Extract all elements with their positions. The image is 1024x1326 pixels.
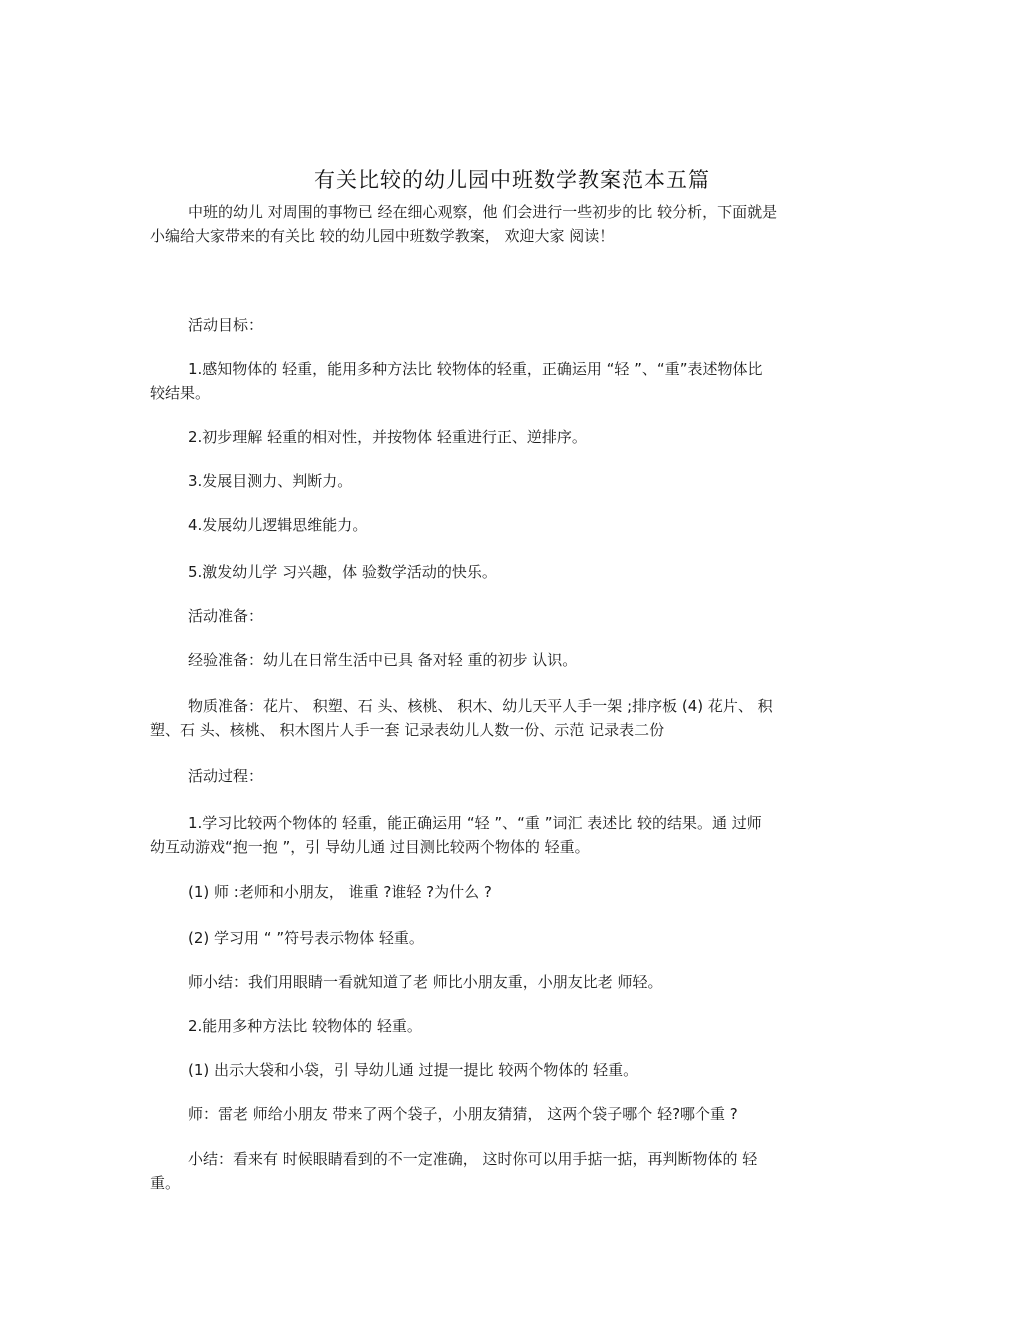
process-2: 2.能用多种方法比 较物体的 轻重。 xyxy=(188,1017,422,1035)
goal-1-paragraph xyxy=(150,357,870,405)
summary-2-line-1: 小结：看来有 时候眼睛看到的不一定准确， 这时你可以用手掂一掂，再判断物体的 轻 xyxy=(188,1150,758,1168)
summary-2-paragraph xyxy=(150,1147,870,1195)
prep-material-paragraph xyxy=(150,694,870,742)
teacher-line: 师：雷老 师给小朋友 带来了两个袋子，小朋友猜猜， 这两个袋子哪个 轻?哪个重 ? xyxy=(188,1105,738,1123)
summary-1: 师小结：我们用眼睛一看就知道了老 师比小朋友重，小朋友比老 师轻。 xyxy=(188,973,663,991)
intro-line-2: 小编给大家带来的有关比 较的幼儿园中班数学教案， 欢迎大家 阅读！ xyxy=(150,227,615,245)
process-1-paragraph xyxy=(150,811,870,859)
prep-material-line-2: 塑、石 头、核桃、 积木图片人手一套 记录表幼儿人数一份、示范 记录表二份 xyxy=(150,721,665,739)
prep-experience: 经验准备：幼儿在日常生活中已具 备对轻 重的初步 认识。 xyxy=(188,651,578,669)
process-1-line-1: 1.学习比较两个物体的 轻重，能正确运用 “轻 ”、“重 ”词汇 表述比 较的结果。通 过师 xyxy=(188,814,762,832)
intro-paragraph xyxy=(150,200,870,248)
summary-2-line-2: 重。 xyxy=(150,1174,181,1192)
process-1-a: (1) 师 :老师和小朋友， 谁重 ?谁轻 ?为什么 ? xyxy=(188,883,492,901)
goal-3: 3.发展目测力、判断力。 xyxy=(188,472,353,490)
prep-material-line-1: 物质准备：花片、 积塑、石 头、核桃、 积木、幼儿天平人手一架 ;排序板 (4) 花片、 积 xyxy=(188,697,773,715)
goal-4: 4.发展幼儿逻辑思维能力。 xyxy=(188,516,368,534)
process-heading: 活动过程： xyxy=(188,767,264,785)
prep-heading: 活动准备： xyxy=(188,607,264,625)
process-2-a: (1) 出示大袋和小袋，引 导幼儿通 过提一提比 较两个物体的 轻重。 xyxy=(188,1061,639,1079)
goal-5: 5.激发幼儿学 习兴趣，体 验数学活动的快乐。 xyxy=(188,563,497,581)
intro-line-1: 中班的幼儿 对周围的事物已 经在细心观察，他 们会进行一些初步的比 较分析，下面就是 xyxy=(188,203,778,221)
process-1-line-2: 幼互动游戏“抱一抱 ”，引 导幼儿通 过目测比较两个物体的 轻重。 xyxy=(150,838,590,856)
goal-2: 2.初步理解 轻重的相对性，并按物体 轻重进行正、逆排序。 xyxy=(188,428,587,446)
goal-1-line-1: 1.感知物体的 轻重，能用多种方法比 较物体的轻重，正确运用 “轻 ”、“重”表述物体比 xyxy=(188,360,763,378)
goal-1-line-2: 较结果。 xyxy=(150,384,211,402)
process-1-b: (2) 学习用 “ ”符号表示物体 轻重。 xyxy=(188,929,424,947)
document-title: 有关比较的幼儿园中班数学教案范本五篇 xyxy=(314,168,710,192)
goals-heading: 活动目标： xyxy=(188,316,264,334)
